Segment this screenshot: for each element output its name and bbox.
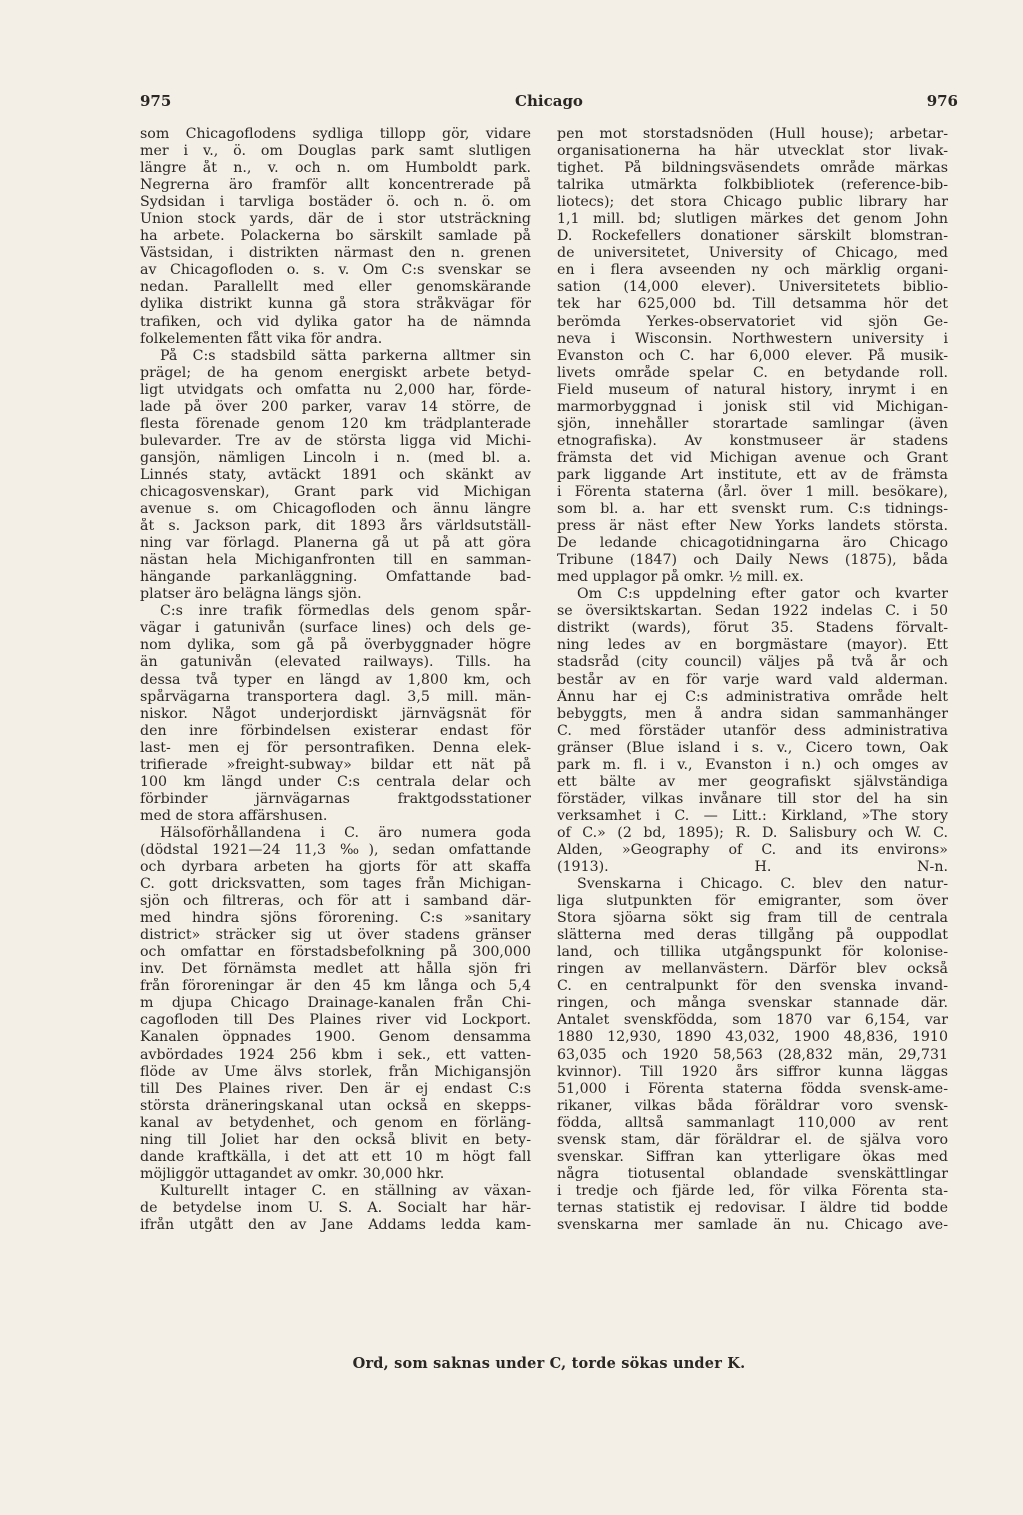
text-line: kvinnor). Till 1920 års siffror kunna läggas — [557, 1063, 948, 1080]
text-line: främsta det vid Michigan avenue och Grant — [557, 449, 948, 466]
text-line: neva i Wisconsin. Northwestern university i — [557, 330, 948, 347]
text-line: åt s. Jackson park, dit 1893 års världsutställ- — [140, 518, 531, 535]
text-line: marmorbyggnad i jonisk stil vid Michigan- — [557, 398, 948, 415]
text-line: ringen av mellanvästern. Därför blev också — [557, 961, 948, 978]
text-line: avenue s. om Chicagofloden och ännu längre — [140, 501, 531, 518]
text-line: press är näst efter New Yorks landets största. — [557, 518, 948, 535]
text-line: Negrerna äro framför allt koncentrerade på — [140, 177, 531, 194]
text-line: 63,035 och 1920 58,563 (28,832 män, 29,731 — [557, 1046, 948, 1063]
text-line: med de stora affärshusen. — [140, 807, 328, 824]
text-line: last- men ej för persontrafiken. Denna elek- — [140, 739, 531, 756]
text-line: pen mot storstadsnöden (Hull house); arbetar- — [557, 126, 948, 142]
text-line: chicagosvenskar), Grant park vid Michigan — [140, 483, 531, 500]
text-line: spårvägarna transportera dagl. 3,5 mill. män- — [140, 688, 531, 705]
text-line: nom dylika, som gå på överbyggnader högre — [140, 637, 531, 654]
text-line: ning ledes av en borgmästare (mayor). Ett — [557, 637, 948, 654]
text-line: mer i v., ö. om Douglas park samt slutligen — [140, 143, 531, 160]
text-line: se översiktskartan. Sedan 1922 indelas C. i 50 — [557, 603, 948, 620]
page-number-left: 975 — [140, 92, 172, 110]
text-line: i Förenta staterna (årl. över 1 mill. besökare), — [557, 483, 948, 500]
text-line: Union stock yards, där de i stor utsträckning — [140, 211, 531, 228]
text-line: trifierade »freight-subway» bildar ett nät på — [140, 756, 531, 773]
text-line: park m. fl. i v., Evanston i n.) och omges av — [557, 756, 948, 773]
text-line: inv. Det förnämsta medlet att hålla sjön fri — [140, 961, 531, 978]
left-column — [140, 126, 531, 1234]
text-line: berömda Yerkes-observatoriet vid sjön Ge- — [557, 313, 948, 330]
text-line: Kulturellt intager C. en ställning av växan- — [160, 1182, 531, 1199]
text-line: organisationerna ha här utvecklat stor livak- — [557, 143, 948, 160]
text-line: Västsidan, i distrikten närmast den n. grenen — [140, 245, 531, 262]
footer-note: Ord, som saknas under C, torde sökas under K. — [352, 1355, 746, 1372]
text-line: ternas statistik ej redovisar. I äldre tid bodde — [557, 1199, 948, 1216]
text-line: bulevarder. Tre av de största ligga vid Michi- — [140, 432, 531, 449]
text-line: C. med förstäder utanför dess administrativa — [557, 722, 948, 739]
text-line: C. gott dricksvatten, som tages från Michigan- — [140, 876, 531, 893]
text-line: Hälsoförhållandena i C. äro numera goda — [160, 824, 531, 841]
text-line: Field museum of natural history, inrymt i en — [557, 381, 948, 398]
running-header — [140, 92, 958, 114]
text-line: verksamhet i C. — Litt.: Kirkland, »The story — [557, 807, 948, 824]
text-line: dande kraftkälla, i det att ett 10 m högt fall — [140, 1148, 531, 1165]
text-line: består av en för varje ward vald alderman. — [557, 671, 948, 688]
text-line: Svenskarna i Chicago. C. blev den natur- — [577, 876, 948, 893]
text-line: ett bälte av mer geografiskt självständiga — [557, 773, 948, 790]
text-line: hängande parkanläggning. Omfattande bad- — [140, 569, 531, 586]
text-line: av Chicagofloden o. s. v. Om C:s svenskar se — [140, 262, 531, 279]
text-line: slätterna med deras tillgång på ouppodlat — [557, 927, 948, 944]
text-line: den inre förbindelsen existerar endast för — [140, 722, 531, 739]
text-line: D. Rockefellers donationer särskilt blomstran- — [557, 228, 948, 245]
text-line: med hindra sjöns förorening. C:s »sanitary — [140, 910, 531, 927]
text-line: med upplagor på omkr. ½ mill. ex. — [557, 569, 804, 586]
text-line: en i flera avseenden ny och märklig organi- — [557, 262, 948, 279]
text-line: dessa två typer en längd av 1,800 km, och — [140, 671, 531, 688]
text-line: Om C:s uppdelning efter gator och kvarter — [577, 586, 948, 603]
text-line: of C.» (2 bd, 1895); R. D. Salisbury och W. C. — [557, 824, 948, 841]
text-line: svenskarna mer samlade än nu. Chicago ave- — [557, 1217, 948, 1233]
text-line: gränser (Blue island i s. v., Cicero town, Oak — [557, 739, 948, 756]
text-line: sation (14,000 elever). Universitetets biblio- — [557, 279, 948, 296]
text-line: ning var förlagd. Planerna gå ut på att göra — [140, 535, 531, 552]
text-line: land, och tillika utgångspunkt för kolonise- — [557, 944, 948, 961]
text-line: svensk stam, där föräldrar el. de själva voro — [557, 1131, 948, 1148]
text-line: nedan. Parallellt med eller genomskärande — [140, 279, 531, 296]
text-line: sjön och filtreras, och för att i samband där- — [140, 893, 531, 910]
text-line: cagofloden till Des Plaines river vid Lockport. — [140, 1012, 531, 1029]
text-line: som bl. a. har ett svenskt rum. C:s tidnings- — [557, 501, 948, 518]
text-line: och dyrbara arbeten ha gjorts för att skaffa — [140, 859, 531, 876]
text-line: flöde av Ume älvs storlek, från Michigansjön — [140, 1063, 531, 1080]
text-line: 1880 12,930, 1890 43,032, 1900 48,836, 1910 — [557, 1029, 948, 1046]
text-line: dylika distrikt kunna gå stora stråkvägar för — [140, 296, 531, 313]
text-line: prägel; de ha genom energiskt arbete betyd- — [140, 364, 531, 381]
text-line: På C:s stadsbild sätta parkerna alltmer sin — [160, 347, 531, 364]
text-line: ligt utvidgats och omfatta nu 2,000 har, förde- — [140, 381, 531, 398]
right-column — [557, 126, 948, 1234]
text-line: ha arbete. Polackerna bo särskilt samlade på — [140, 228, 531, 245]
text-line: längre åt n., v. och n. om Humboldt park. — [140, 160, 531, 177]
text-line: möjliggör uttagandet av omkr. 30,000 hkr. — [140, 1165, 445, 1182]
text-line: sjön, innehåller storartade samlingar (även — [557, 415, 948, 432]
text-line: Linnés staty, avtäckt 1891 och skänkt av — [140, 466, 531, 483]
text-line: de universitetet, University of Chicago, med — [557, 245, 948, 262]
text-line: kanal av betydenhet, och genom en förläng- — [140, 1114, 531, 1131]
text-line: tek har 625,000 bd. Till detsamma hör det — [557, 296, 948, 313]
text-line: distrikt (wards), förut 35. Stadens förvalt- — [557, 620, 948, 637]
text-line: C. en centralpunkt för den svenska invand- — [557, 978, 948, 995]
text-line: Stora sjöarna sökt sig fram till de centrala — [557, 910, 948, 927]
text-line: och omfattar en förstadsbefolkning på 300,000 — [140, 944, 531, 961]
text-line: nästan hela Michiganfronten till en samman- — [140, 552, 531, 569]
text-line: ifrån utgått den av Jane Addams ledda kam- — [140, 1217, 531, 1233]
text-line: svenskar. Siffran kan ytterligare ökas med — [557, 1148, 948, 1165]
text-line: till Des Plaines river. Den är ej endast C:s — [140, 1080, 531, 1097]
text-line: 100 km längd under C:s centrala delar och — [140, 773, 531, 790]
page-number-right: 976 — [926, 92, 958, 110]
text-line: flesta förenade genom 120 km trädplanterade — [140, 415, 531, 432]
text-line: Alden, »Geography of C. and its environs» — [557, 841, 948, 858]
text-line: största dräneringskanal utan också en skepps- — [140, 1097, 531, 1114]
text-line: Kanalen öppnades 1900. Genom densamma — [140, 1029, 531, 1046]
text-line: Sydsidan i tarvliga bostäder ö. och n. ö. om — [140, 194, 531, 211]
text-line: trafiken, och vid dylika gator ha de nämnda — [140, 313, 531, 330]
text-line: etnografiska). Av konstmuseer är stadens — [557, 432, 948, 449]
text-line: Tribune (1847) och Daily News (1875), båda — [557, 552, 948, 569]
text-line: avbördades 1924 256 kbm i sek., ett vatten- — [140, 1046, 531, 1063]
text-line: tighet. På bildningsväsendets område märkas — [557, 160, 948, 177]
text-line: (1913). H. N-n. — [557, 859, 948, 876]
text-line: liga slutpunkten för emigranter, som över — [557, 893, 948, 910]
text-line: liotecs); det stora Chicago public library har — [557, 194, 948, 211]
text-line: ringen, och många svenskar stannade där. — [557, 995, 948, 1012]
text-line: de betydelse inom U. S. A. Socialt har här- — [140, 1199, 531, 1216]
text-line: i tredje och fjärde led, för vilka Förenta sta- — [557, 1182, 948, 1199]
text-line: från föroreningar är den 45 km långa och 5,4 — [140, 978, 531, 995]
text-line: folkelementen fått vika för andra. — [140, 330, 383, 347]
text-line: gansjön, nämligen Lincoln i n. (med bl. a. — [140, 449, 531, 466]
text-line: Antalet svenskfödda, som 1870 var 6,154, var — [557, 1012, 948, 1029]
text-line: 51,000 i Förenta staterna födda svensk-ame- — [557, 1080, 948, 1097]
text-line: stadsråd (city council) väljes på två år och — [557, 654, 948, 671]
text-line: Ännu har ej C:s administrativa område helt — [557, 688, 948, 705]
text-line: platser äro belägna längs sjön. — [140, 586, 362, 603]
text-line: C:s inre trafik förmedlas dels genom spår- — [160, 603, 531, 620]
text-line: förbinder järnvägarnas fraktgodsstationer — [140, 790, 531, 807]
text-line: Evanston och C. har 6,000 elever. På musik- — [557, 347, 948, 364]
text-line: district» sträcker sig ut över stadens gränser — [140, 927, 531, 944]
text-line: talrika utmärkta folkbibliotek (reference-bib- — [557, 177, 948, 194]
text-line: som Chicagoflodens sydliga tillopp gör, vidare — [140, 126, 531, 142]
text-line: förstäder, vilkas invånare till stor del ha sin — [557, 790, 948, 807]
text-line: ning till Joliet har den också blivit en bety- — [140, 1131, 531, 1148]
text-line: livets område spelar C. en betydande roll. — [557, 364, 948, 381]
text-line: födda, alltså sammanlagt 110,000 av rent — [557, 1114, 948, 1131]
text-line: park liggande Art institute, ett av de främsta — [557, 466, 948, 483]
text-line: m djupa Chicago Drainage-kanalen från Chi- — [140, 995, 531, 1012]
text-line: lade på över 200 parker, varav 14 större, de — [140, 398, 531, 415]
running-title: Chicago — [515, 92, 583, 110]
text-line: vägar i gatunivån (surface lines) och dels ge- — [140, 620, 531, 637]
text-line: De ledande chicagotidningarna äro Chicago — [557, 535, 948, 552]
text-line: bebyggts, men å andra sidan sammanhänger — [557, 705, 948, 722]
text-line: niskor. Något underjordiskt järnvägsnät för — [140, 705, 531, 722]
text-line: några tiotusental oblandade svenskättlingar — [557, 1165, 948, 1182]
text-line: än gatunivån (elevated railways). Tills. ha — [140, 654, 531, 671]
text-line: (dödstal 1921—24 11,3 ‰), sedan omfattande — [140, 841, 531, 858]
text-line: 1,1 mill. bd; slutligen märkes det genom John — [557, 211, 948, 228]
text-line: rikaner, vilkas båda föräldrar voro svensk- — [557, 1097, 948, 1114]
